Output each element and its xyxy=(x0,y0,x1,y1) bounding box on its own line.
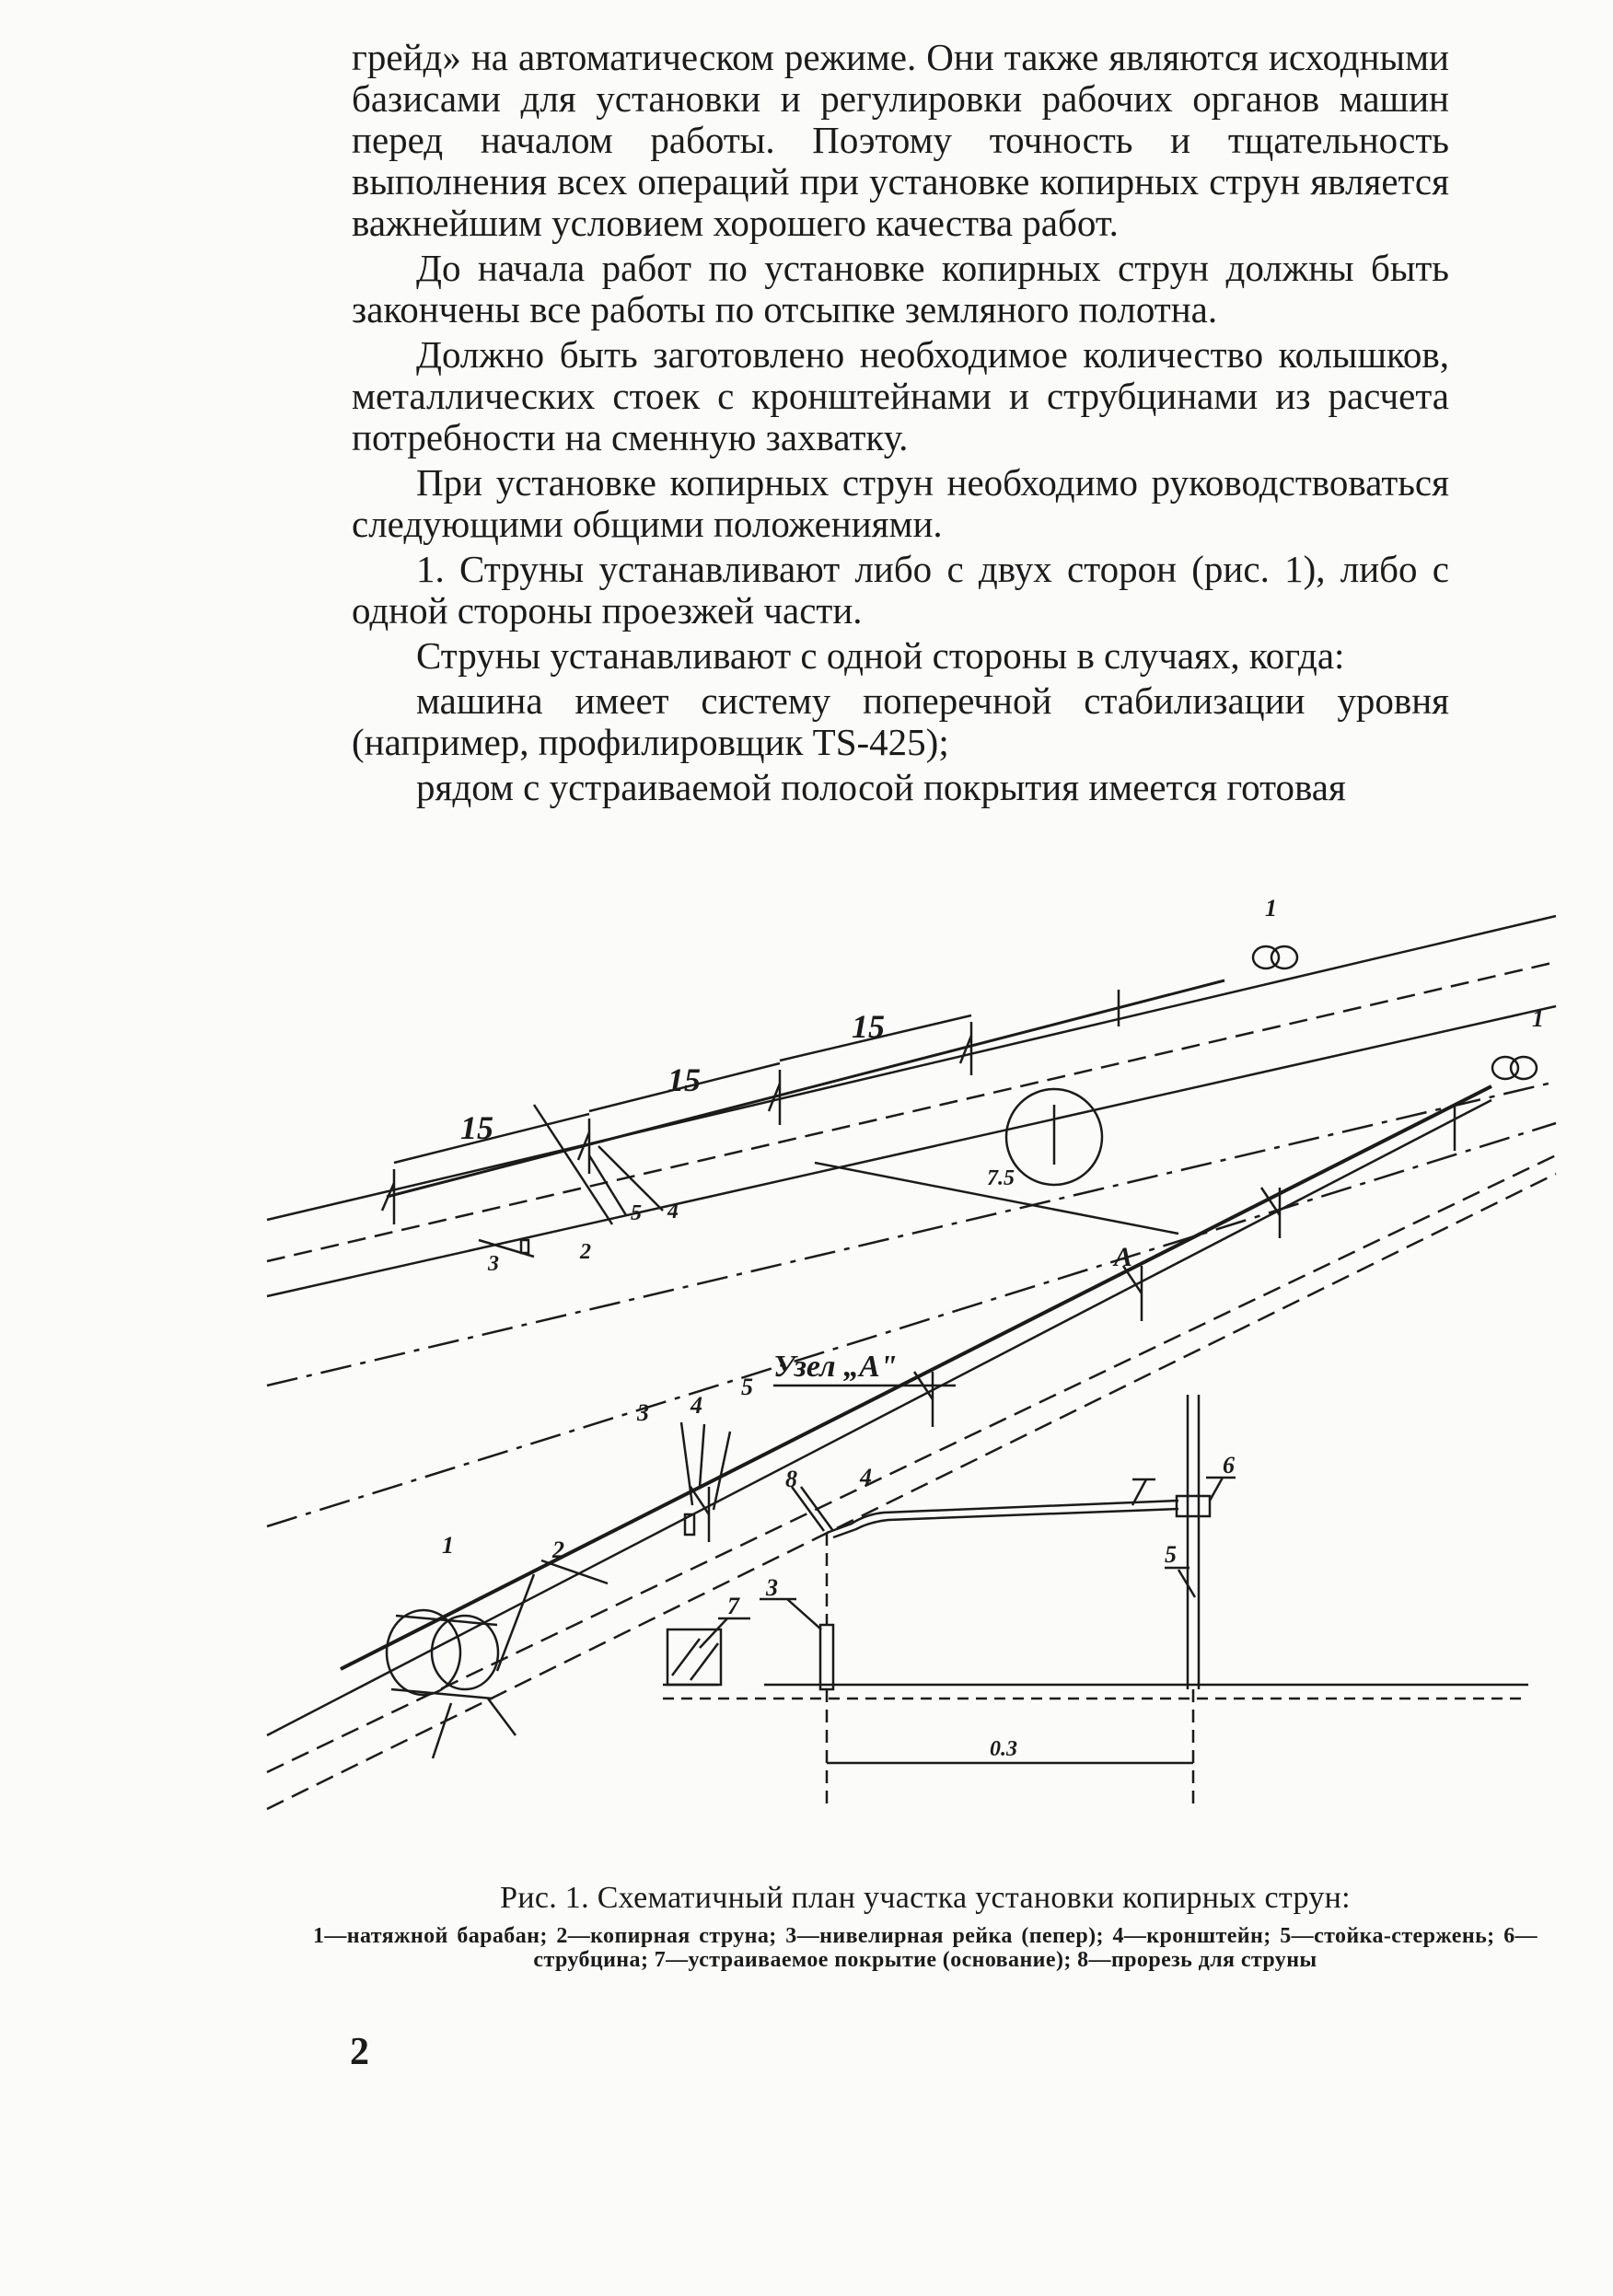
drum-lower xyxy=(387,1610,460,1695)
body-text xyxy=(352,37,1449,812)
paragraph: машина имеет систему поперечной стабилизации уровня (например, профилировщик TS-425); xyxy=(352,679,1449,763)
callout-label: 2 xyxy=(580,1240,591,1264)
detail-label: 5 xyxy=(1165,1541,1177,1568)
caption-title: Рис. 1. Схематичный план участка установки копирных струн: xyxy=(500,1881,1351,1915)
copy-string-lower xyxy=(341,1086,1491,1669)
road-axis-line xyxy=(267,1123,1556,1526)
road-edge-dashed xyxy=(267,1155,1556,1772)
detail-title: Узел „А" xyxy=(773,1350,898,1384)
detail-node-a xyxy=(663,1350,1528,1804)
dimension-label: 15 xyxy=(852,1008,885,1045)
detail-label: 3 xyxy=(766,1574,778,1601)
callout-label: 4 xyxy=(667,1200,679,1223)
paragraph: Струны устанавливают с одной стороны в случаях, когда: xyxy=(416,634,1345,677)
paragraph: Должно быть заготовлено необходимое количество колышков, металлических стоек с кронштейнами и струбцинами из расчета потребности на сменную захватку. xyxy=(352,333,1449,458)
road-edge-line xyxy=(267,916,1556,1220)
caption-legend: 1—натяжной барабан; 2—копирная струна; 3—нивелирная рейка (пепер); 4—кронштейн; 5—стойка-стержень; 6—струбцина; 7—устраиваемое покрытие (основание); 8—прорезь для струны xyxy=(313,1924,1538,1972)
callout-label: 1 xyxy=(1532,1005,1544,1032)
detail-label: 6 xyxy=(1223,1452,1235,1478)
callout-label: 5 xyxy=(741,1374,753,1400)
dimension-label: 7.5 xyxy=(987,1166,1015,1190)
callout-label: 1 xyxy=(1265,898,1277,922)
dimension-label: 15 xyxy=(667,1061,701,1098)
callout-label: 5 xyxy=(631,1201,642,1225)
figure-string-layout xyxy=(258,898,1565,1832)
callout-label: 1 xyxy=(442,1532,454,1559)
figure-drawing xyxy=(258,898,1565,1832)
detail-dimension: 0.3 xyxy=(990,1737,1017,1761)
detail-label: 7 xyxy=(727,1593,739,1619)
copy-string-upper xyxy=(387,980,1224,1197)
paragraph: До начала работ по установке копирных струн должны быть закончены все работы по отсыпке земляного полотна. xyxy=(352,247,1449,330)
rail-marker xyxy=(521,1240,528,1253)
callout-label: 2 xyxy=(552,1536,564,1563)
paragraph: При установке копирных струн необходимо руководствоваться следующими общими положениями. xyxy=(352,461,1449,545)
figure-caption xyxy=(313,1880,1538,1972)
paragraph: грейд» на автоматическом режиме. Они также являются исходными базисами для установки и регулировки рабочих органов машин перед началом работы. Поэтому точность и тщательность выполнения всех операций при установке копирных струн является важнейшим условием хорошего качества работ. xyxy=(352,36,1449,244)
dimension-label: 15 xyxy=(460,1109,493,1146)
paragraph: 1. Струны устанавливают либо с двух сторон (рис. 1), либо с одной стороны проезжей части. xyxy=(352,548,1449,632)
callout-label: 3 xyxy=(488,1252,499,1276)
detail-label: 8 xyxy=(785,1466,797,1492)
callout-label: 4 xyxy=(690,1392,702,1419)
road-edge-dashed xyxy=(267,1174,1556,1809)
page-number: 2 xyxy=(350,2031,369,2073)
road-edge-line xyxy=(267,1100,1491,1735)
lower-posts xyxy=(690,1105,1455,1542)
paragraph: рядом с устраиваемой полосой покрытия имеется готовая xyxy=(416,766,1346,808)
detail-label: 4 xyxy=(860,1464,872,1490)
callout-label: 3 xyxy=(637,1399,649,1426)
node-a-label: А xyxy=(1114,1242,1133,1272)
